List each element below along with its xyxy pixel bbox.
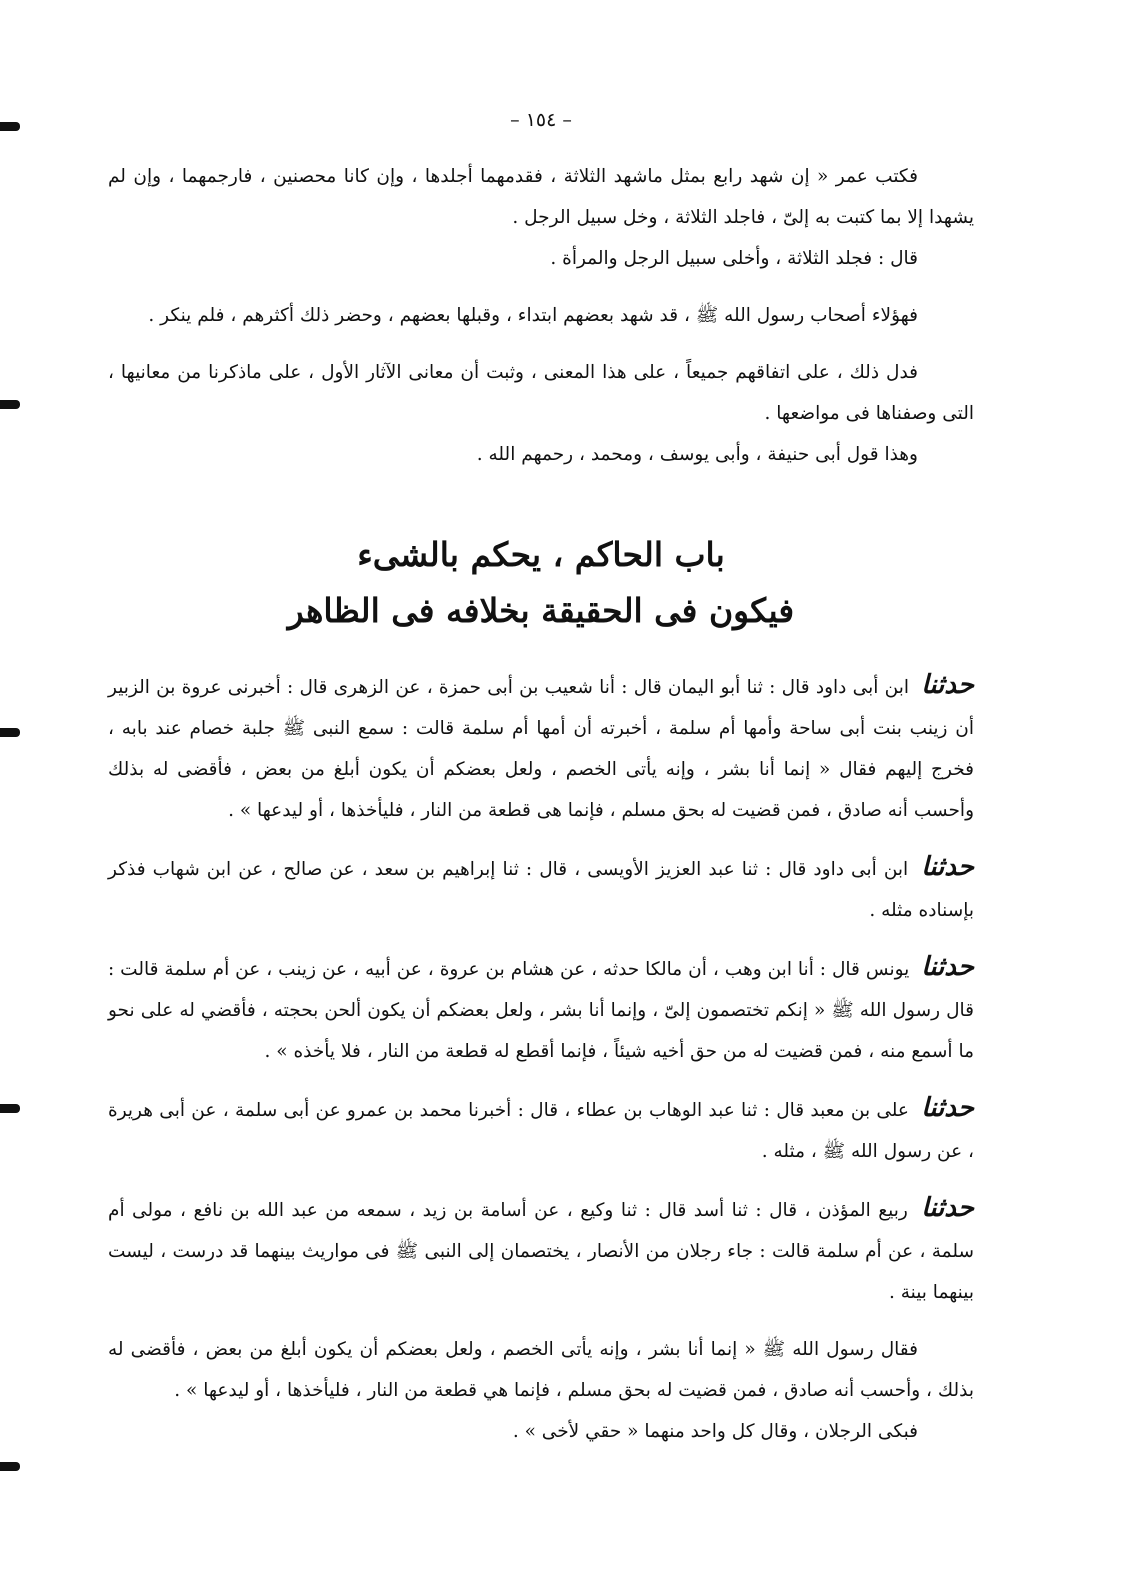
scan-edge-mark bbox=[0, 728, 20, 737]
hadith-text: على بن معبد قال : ثنا عبد الوهاب بن عطاء ، قال : أخبرنا محمد بن عمرو عن أبى سلمة ، عن أبى هريرة ، عن رسول الله ﷺ ، مثله . bbox=[108, 1100, 974, 1162]
hadith-lead-word: حدثنا bbox=[921, 952, 974, 982]
body-paragraph: فقال رسول الله ﷺ « إنما أنا بشر ، وإنه يأتى الخصم ، ولعل بعضكم أن يكون أبلغ من بعض ، فأقضى له بذلك ، وأحسب أنه صادق ، فمن قضيت له بحق مسلم ، فإنما هي قطعة من النار ، فليأخذها ، أو ليدعها » . bbox=[108, 1339, 974, 1401]
hadith-paragraph bbox=[108, 1188, 974, 1313]
hadith-lead-word: حدثنا bbox=[921, 670, 974, 700]
body-paragraph: فبكى الرجلان ، وقال كل واحد منهما « حقي لأخى » . bbox=[512, 1421, 918, 1442]
chapter-title bbox=[108, 527, 974, 639]
body-paragraph: قال : فجلد الثلاثة ، وأخلى سبيل الرجل والمرأة . bbox=[550, 248, 918, 269]
body-paragraph: وهذا قول أبى حنيفة ، وأبى يوسف ، ومحمد ، رحمهم الله . bbox=[476, 444, 918, 465]
hadith-lead-word: حدثنا bbox=[921, 1193, 974, 1223]
book-page bbox=[108, 108, 974, 1452]
body-paragraph: فكتب عمر « إن شهد رابع بمثل ماشهد الثلاثة ، فقدمهما أجلدها ، وإن كانا محصنين ، فارجمهما ، وإن لم يشهدا إلا بما كتبت به إلىّ ، فاجلد الثلاثة ، وخل سبيل الرجل . bbox=[108, 166, 974, 228]
hadith-lead-word: حدثنا bbox=[921, 852, 975, 882]
scan-edge-mark bbox=[0, 122, 20, 131]
scan-edge-mark bbox=[0, 1104, 20, 1113]
hadith-paragraph bbox=[108, 847, 974, 931]
hadith-paragraph bbox=[108, 665, 974, 831]
chapter-title-line-2: فيكون فى الحقيقة بخلافه فى الظاهر bbox=[287, 591, 795, 630]
hadith-text: ربيع المؤذن ، قال : ثنا أسد قال : ثنا وكيع ، عن أسامة بن زيد ، سمعه من عبد الله بن نافع ، مولى أم سلمة ، عن أم سلمة قالت : جاء رجلان من الأنصار ، يختصمان إلى النبى ﷺ فى مواريث بينهما قد درست ، ليست بينهما بينة . bbox=[108, 1200, 974, 1303]
hadith-paragraph bbox=[108, 1088, 974, 1172]
body-paragraph: فهؤلاء أصحاب رسول الله ﷺ ، قد شهد بعضهم ابتداء ، وقبلها بعضهم ، وحضر ذلك أكثرهم ، فلم ينكر . bbox=[148, 305, 918, 326]
chapter-title-line-1: باب الحاكم ، يحكم بالشىء bbox=[357, 535, 725, 574]
hadith-text: ابن أبى داود قال : ثنا عبد العزيز الأويسى ، قال : ثنا إبراهيم بن سعد ، عن صالح ، عن ابن شهاب فذكر بإسناده مثله . bbox=[108, 859, 974, 921]
body-paragraph: فدل ذلك ، على اتفاقهم جميعاً ، على هذا المعنى ، وثبت أن معانى الآثار الأول ، على ماذكرنا من معانيها ، التى وصفناها فى مواضعها . bbox=[108, 362, 974, 424]
hadith-lead-word: حدثنا bbox=[921, 1093, 974, 1123]
page-number: – ١٥٤ – bbox=[510, 109, 572, 131]
hadith-text: يونس قال : أنا ابن وهب ، أن مالكا حدثه ، عن هشام بن عروة ، عن أبيه ، عن زينب ، عن أم سلمة قالت : قال رسول الله ﷺ « إنكم تختصمون إلىّ ، وإنما أنا بشر ، ولعل بعضكم أن يكون ألحن بحجته ، فأقضي له على نحو ما أسمع منه ، فمن قضيت له من حق أخيه شيئاً ، فإنما أقطع له قطعة من النار ، فلا يأخذه » . bbox=[108, 959, 974, 1062]
hadith-text: ابن أبى داود قال : ثنا أبو اليمان قال : أنا شعيب بن أبى حمزة ، عن الزهرى قال : أخبرنى عروة بن الزبير أن زينب بنت أبى ساحة وأمها أم سلمة ، أخبرته أن أمها أم سلمة قالت : سمع النبى ﷺ جلبة خصام عند بابه ، فخرج إليهم فقال « إنما أنا بشر ، وإنه يأتى الخصم ، ولعل بعضكم أن يكون أبلغ من بعض ، فأقضى له بذلك وأحسب أنه صادق ، فمن قضيت له بحق مسلم ، فإنما هى قطعة من النار ، فليأخذها ، أو ليدعها » . bbox=[108, 677, 974, 821]
scan-edge-mark bbox=[0, 1462, 20, 1471]
scan-edge-mark bbox=[0, 400, 20, 409]
hadith-paragraph bbox=[108, 947, 974, 1072]
